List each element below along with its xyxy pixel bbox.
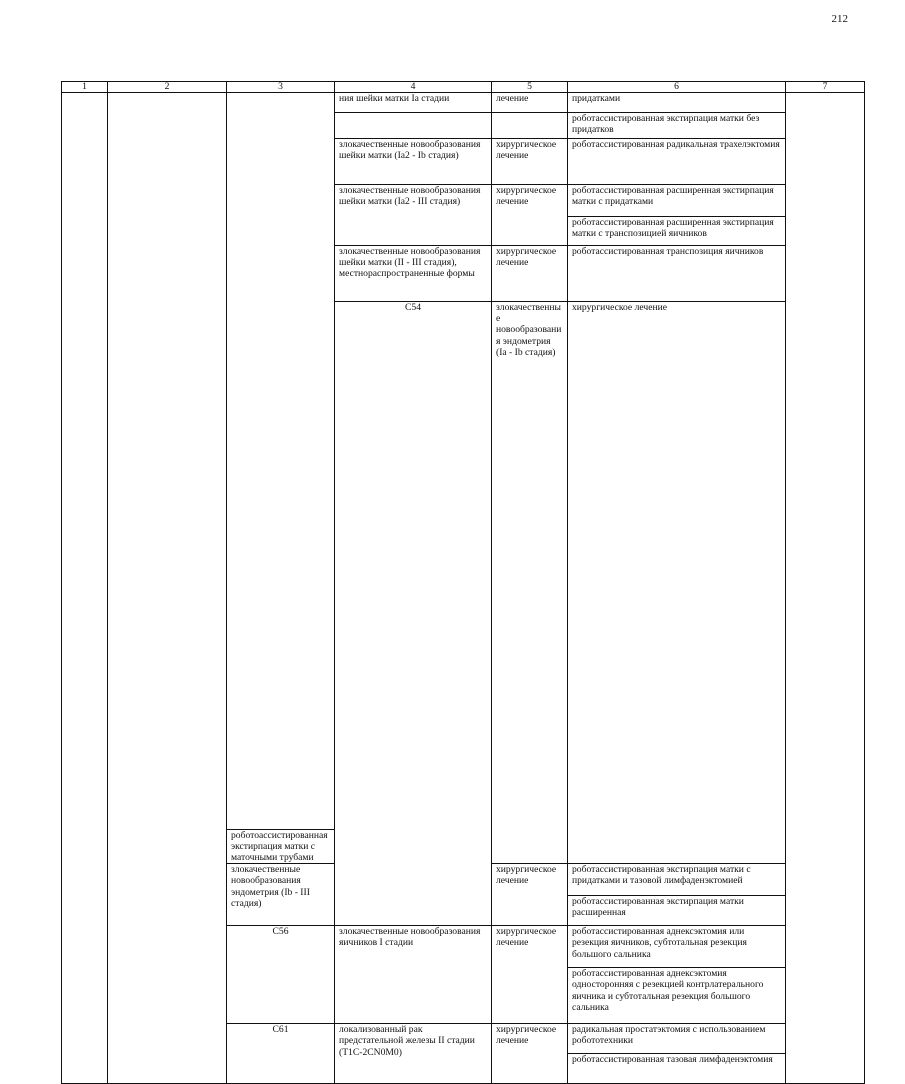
- column-number: 5: [492, 82, 568, 93]
- method-cell: придатками: [568, 93, 786, 113]
- condition-cell: ния шейки матки Ia стадии: [335, 93, 492, 113]
- column-number: 7: [786, 82, 865, 93]
- treatment-cell: [492, 113, 568, 139]
- column-number: 2: [108, 82, 227, 93]
- treatment-table: [61, 81, 865, 1084]
- treatment-cell: хирургическое лечение: [492, 185, 568, 246]
- column-number-row: [62, 82, 865, 93]
- column-number: 4: [335, 82, 492, 93]
- method-cell: роботоассистированная экстирпация матки с маточными трубами: [227, 829, 335, 864]
- treatment-cell: хирургическое лечение: [492, 926, 568, 1024]
- column-number: 1: [62, 82, 108, 93]
- method-cell: радикальная простатэктомия с использованием робототехники: [568, 1024, 786, 1054]
- col7-cell: [786, 93, 865, 1084]
- method-cell: роботассистированная аднексэктомия или резекция яичников, субтотальная резекция большого сальника: [568, 926, 786, 968]
- treatment-cell: хирургическое лечение: [492, 139, 568, 185]
- method-cell: роботассистированная расширенная экстирпация матки с придатками: [568, 185, 786, 217]
- method-cell: роботассистированная экстирпация матки с придатками и тазовой лимфаденэктомией: [568, 864, 786, 896]
- treatment-cell: хирургическое лечение: [492, 864, 568, 926]
- method-cell: роботассистированная экстирпация матки расширенная: [568, 896, 786, 926]
- condition-cell: злокачественные новообразования шейки матки (Ia2 - Ib стадия): [335, 139, 492, 185]
- page-number: 212: [831, 13, 848, 25]
- method-cell: роботассистированная аднексэктомия односторонняя с резекцией контрлатерального яичника и субтотальная резекция большого сальника: [568, 968, 786, 1024]
- condition-cell: злокачественные новообразования эндометрия (Ia - Ib стадия): [492, 302, 568, 864]
- method-cell: роботассистированная тазовая лимфаденэктомия: [568, 1054, 786, 1084]
- condition-cell: злокачественные новообразования яичников I стадии: [335, 926, 492, 1024]
- icd-code-cell: C61: [227, 1024, 335, 1084]
- icd-code-cell: [227, 93, 335, 830]
- condition-cell: злокачественные новообразования шейки матки (II - III стадия), местнораспространенные формы: [335, 246, 492, 302]
- table-row: [62, 93, 865, 113]
- condition-cell: злокачественные новообразования шейки матки (Ia2 - III стадия): [335, 185, 492, 246]
- treatment-cell: хирургическое лечение: [492, 246, 568, 302]
- treatment-cell: лечение: [492, 93, 568, 113]
- col1-cell: [62, 93, 108, 1084]
- column-number: 6: [568, 82, 786, 93]
- treatment-cell: хирургическое лечение: [568, 302, 786, 864]
- method-cell: роботассистированная транспозиция яичников: [568, 246, 786, 302]
- condition-cell: злокачественные новообразования эндометрия (Ib - III стадия): [227, 864, 335, 926]
- icd-code-cell: C54: [335, 302, 492, 926]
- condition-cell: локализованный рак предстательной железы II стадии (T1C-2CN0M0): [335, 1024, 492, 1084]
- column-number: 3: [227, 82, 335, 93]
- method-cell: роботассистированная радикальная трахелэктомия: [568, 139, 786, 185]
- icd-code-cell: C56: [227, 926, 335, 1024]
- col2-cell: [108, 93, 227, 1084]
- treatment-cell: хирургическое лечение: [492, 1024, 568, 1084]
- condition-cell: [335, 113, 492, 139]
- method-cell: роботассистированная экстирпация матки без придатков: [568, 113, 786, 139]
- method-cell: роботассистированная расширенная экстирпация матки с транспозицией яичников: [568, 217, 786, 246]
